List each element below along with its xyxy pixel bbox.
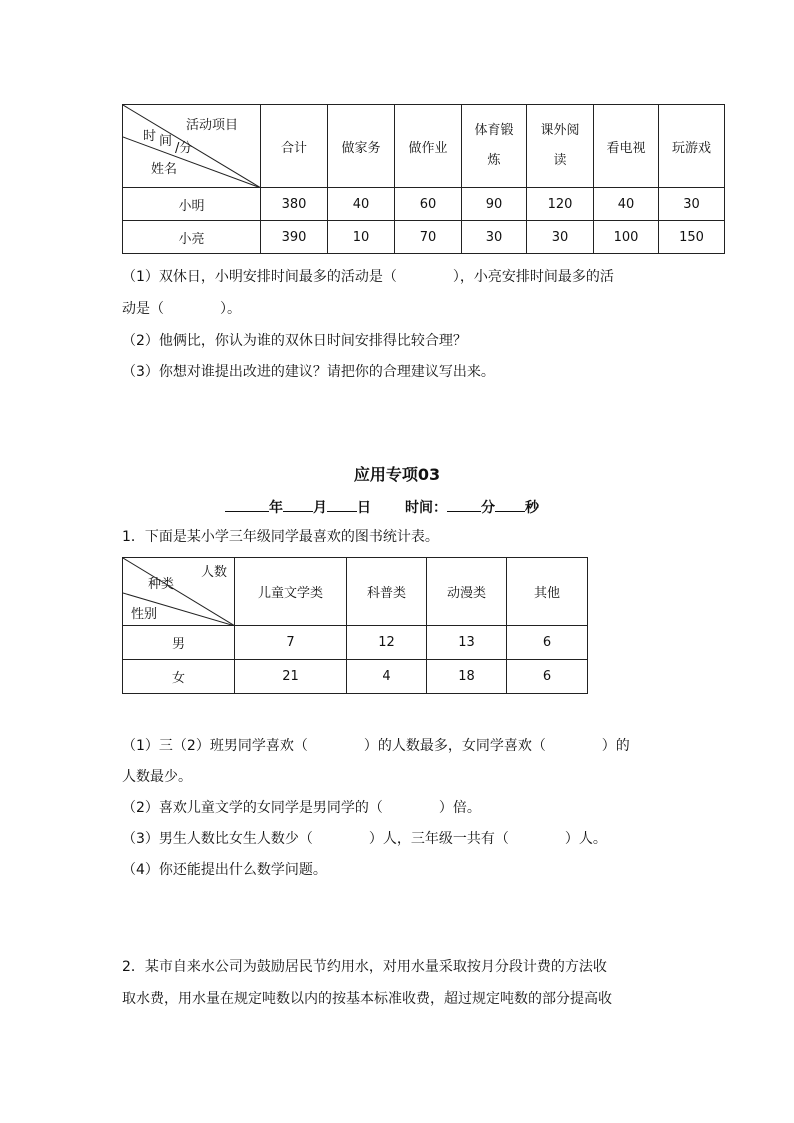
problem-1-question-1-line-1: （1）三（2）班男同学喜欢（ ）的人数最多，女同学喜欢（ ）的	[122, 738, 630, 754]
value-cell: 12	[347, 626, 427, 660]
diag-label-name: 姓名	[151, 162, 178, 177]
value-cell: 21	[235, 660, 347, 694]
diag-label-time-b: 间	[159, 134, 173, 149]
question-3: （3）你想对谁提出改进的建议？请把你的合理建议写出来。	[122, 364, 495, 380]
header-text: 课外阅读	[540, 123, 580, 168]
row-name-cell: 小明	[123, 188, 261, 221]
month-blank[interactable]	[283, 497, 313, 512]
value-cell: 60	[395, 188, 462, 221]
diagonal-header-cell	[123, 558, 235, 626]
problem-2-line-1: 2．某市自来水公司为鼓励居民节约用水，对用水量采取按月分段计费的方法收	[122, 959, 607, 975]
table-header-row	[123, 105, 725, 188]
table-row	[123, 660, 588, 694]
problem-1-intro: 1．下面是某小学三年级同学最喜欢的图书统计表。	[122, 529, 439, 545]
header-cell	[462, 105, 527, 188]
header-cell: 动漫类	[427, 558, 507, 626]
diag-label-time-a: 时	[143, 129, 157, 144]
value-cell: 100	[594, 221, 659, 254]
row-name-cell: 女	[123, 660, 235, 694]
diag-label-activity: 活动项目	[186, 118, 239, 133]
diag-label-category: 种类	[148, 577, 175, 592]
value-cell: 30	[462, 221, 527, 254]
value-cell: 6	[507, 626, 588, 660]
date-time-line	[225, 497, 539, 517]
header-cell: 玩游戏	[659, 105, 725, 188]
header-cell: 科普类	[347, 558, 427, 626]
section-title: 应用专项03	[353, 465, 441, 484]
activity-time-table	[122, 104, 725, 254]
header-cell: 儿童文学类	[235, 558, 347, 626]
value-cell: 380	[261, 188, 328, 221]
diag-label-time-c: /分	[175, 141, 193, 156]
row-name-cell: 男	[123, 626, 235, 660]
value-cell: 30	[527, 221, 594, 254]
header-text: 体育锻炼	[474, 123, 514, 168]
problem-1-question-3: （3）男生人数比女生人数少（ ）人，三年级一共有（ ）人。	[122, 831, 607, 847]
book-preference-table	[122, 557, 588, 694]
value-cell: 13	[427, 626, 507, 660]
header-cell	[527, 105, 594, 188]
day-label: 日	[357, 500, 371, 516]
minute-blank[interactable]	[447, 497, 481, 512]
header-cell: 做家务	[328, 105, 395, 188]
value-cell: 18	[427, 660, 507, 694]
problem-2-line-2: 取水费，用水量在规定吨数以内的按基本标准收费，超过规定吨数的部分提高收	[122, 991, 612, 1007]
table-row	[123, 626, 588, 660]
value-cell: 90	[462, 188, 527, 221]
table-row	[123, 221, 725, 254]
day-blank[interactable]	[327, 497, 357, 512]
value-cell: 150	[659, 221, 725, 254]
row-name-cell: 小亮	[123, 221, 261, 254]
year-label: 年	[269, 500, 283, 516]
header-cell: 做作业	[395, 105, 462, 188]
value-cell: 6	[507, 660, 588, 694]
year-blank[interactable]	[225, 497, 269, 512]
problem-1-question-2: （2）喜欢儿童文学的女同学是男同学的（ ）倍。	[122, 800, 481, 816]
value-cell: 120	[527, 188, 594, 221]
diag-label-gender: 性别	[131, 607, 158, 622]
value-cell: 40	[594, 188, 659, 221]
diag-label-count: 人数	[201, 565, 228, 580]
question-1-line-1: （1）双休日，小明安排时间最多的活动是（ ），小亮安排时间最多的活	[122, 269, 614, 285]
table-header-row	[123, 558, 588, 626]
value-cell: 7	[235, 626, 347, 660]
diagonal-header-cell	[123, 105, 261, 188]
problem-1-question-4: （4）你还能提出什么数学问题。	[122, 862, 327, 878]
month-label: 月	[313, 500, 327, 516]
value-cell: 70	[395, 221, 462, 254]
second-label: 秒	[525, 500, 539, 516]
value-cell: 40	[328, 188, 395, 221]
value-cell: 30	[659, 188, 725, 221]
value-cell: 390	[261, 221, 328, 254]
table-row	[123, 188, 725, 221]
value-cell: 10	[328, 221, 395, 254]
time-label: 时间：	[405, 500, 447, 516]
header-cell: 看电视	[594, 105, 659, 188]
value-cell: 4	[347, 660, 427, 694]
header-cell: 其他	[507, 558, 588, 626]
problem-1-question-1-line-2: 人数最少。	[122, 769, 192, 785]
second-blank[interactable]	[495, 497, 525, 512]
header-cell: 合计	[261, 105, 328, 188]
question-2: （2）他俩比，你认为谁的双休日时间安排得比较合理？	[122, 333, 467, 349]
question-1-line-2: 动是（ ）。	[122, 301, 241, 317]
minute-label: 分	[481, 500, 495, 516]
